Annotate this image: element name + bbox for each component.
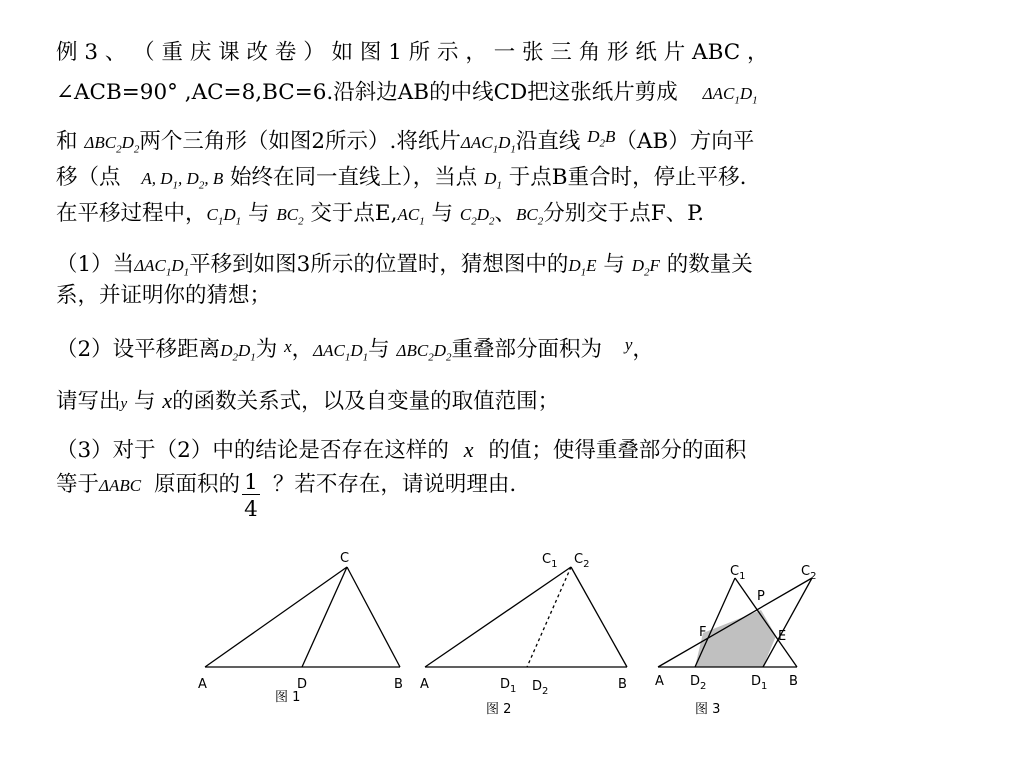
- triangle-bc2d2-label: $\Delta BC_2D_2$: [396, 341, 452, 364]
- fig3-label-d2: $D_2$: [690, 674, 707, 692]
- triangle-ac1d1-label: $\Delta AC_1D_1$: [460, 133, 516, 156]
- segment-d1e-label: $D_1E$: [568, 256, 597, 279]
- fraction-one-quarter: $\frac{1}{4}$: [242, 472, 260, 495]
- fig3-label-f: F: [699, 625, 707, 640]
- segment-c2d2-label: $C_2D_2$: [459, 205, 495, 228]
- fig2-label-d1: $D_1$: [500, 677, 517, 695]
- question-3-line-1: （3）对于（2）中的结论是否存在这样的 x 的值；使得重叠部分的面积: [56, 437, 747, 463]
- fig2-label-c1: $C_1$: [542, 552, 558, 570]
- fig1-caption: 图 1: [275, 690, 301, 705]
- question-1-line-2: 系，并证明你的猜想；: [56, 283, 272, 308]
- question-3-line-2: 等于ΔABC 原面积的 $\frac{1}{4}$ ？若不存在，请说明理由.: [56, 470, 517, 522]
- fig3-label-c2: $C_2$: [801, 564, 817, 582]
- problem-line-4: 移（点 A, $D_1$, $D_2$, B 始终在同一直线上），当点 $D_1$ 于点B重合时，停止平移.: [56, 165, 747, 192]
- segment-d2f-label: $D_2F$: [631, 256, 660, 279]
- variable-x: x: [284, 337, 292, 356]
- fig3-label-a: A: [655, 674, 664, 689]
- fig2-label-d2: $D_2$: [532, 679, 549, 697]
- problem-line-5: 在平移过程中，$C_1D_1$ 与 $BC_2$ 交于点$E,AC_1$ 与 $C_2D_2$、$BC_2$分别交于点F、P.: [56, 201, 705, 228]
- fig3-label-c1: $C_1$: [730, 564, 746, 582]
- fig2-caption: 图 2: [486, 702, 512, 717]
- problem-intro-text: 例 3 、 （ 重 庆 课 改 卷 ） 如 图 1 所 示 ， 一 张 三 角 形 纸 片 ABC ，: [56, 40, 769, 65]
- point-d1-label: $D_1$: [484, 169, 502, 192]
- variable-x: x: [162, 388, 173, 413]
- fig1-label-c: C: [340, 551, 350, 566]
- variable-y: y: [624, 335, 633, 354]
- fig3-label-d1: $D_1$: [751, 674, 768, 692]
- figure-2-triangles: [425, 567, 627, 667]
- problem-line-3: 和 $\Delta BC_2D_2$两个三角形（如图2所示）.将纸片$\Delta AC_1D_1$沿直线 $^{D_2B}$（AB）方向平: [56, 127, 755, 156]
- question-2-line-1: （2）设平移距离$D_2D_1$为 x，$\Delta AC_1D_1$与 $\Delta BC_2D_2$重叠部分面积为 $^y$，: [56, 335, 654, 364]
- line-d2b-label: D2B: [587, 127, 616, 150]
- fig3-label-e: E: [778, 629, 787, 644]
- question-2-line-2: 请写出y 与 x的函数关系式，以及自变量的取值范围；: [56, 388, 560, 414]
- segment-bc2-label: $BC_2$: [276, 205, 304, 228]
- fig1-label-b: B: [394, 677, 403, 692]
- triangle-ac1d1-label: $\Delta AC_1D_1$: [134, 256, 190, 279]
- problem-condition-text: ∠ACB=90° ,AC=8,BC=6.沿斜边AB的中线CD把这张纸片剪成: [56, 80, 678, 105]
- points-list: A, $D_1$, $D_2$, B: [141, 169, 224, 192]
- figure-1-triangle: [205, 567, 400, 667]
- segment-bc2-label: $BC_2$: [516, 205, 544, 228]
- segment-ac1-label: $AC_1$: [397, 205, 425, 228]
- fig1-label-a: A: [198, 677, 207, 692]
- fig2-label-c2: $C_2$: [574, 552, 590, 570]
- triangle-abc-label: ΔABC: [99, 476, 142, 495]
- fig3-caption: 图 3: [695, 702, 721, 717]
- triangle-ac1d1-label: $\Delta AC_1D_1$: [702, 84, 758, 107]
- variable-y: y: [120, 396, 128, 412]
- triangle-ac1d1-label: $\Delta AC_1D_1$: [313, 341, 369, 364]
- segment-c1d1-label: $C_1D_1$: [206, 205, 242, 228]
- triangle-bc2d2-label: $\Delta BC_2D_2$: [84, 133, 140, 156]
- fig2-label-a: A: [420, 677, 429, 692]
- fig2-label-b: B: [618, 677, 627, 692]
- question-1-line-1: （1）当$\Delta AC_1D_1$平移到如图3所示的位置时，猜想图中的$D_1E$ 与 $D_2F$ 的数量关: [56, 252, 753, 279]
- fig3-label-b: B: [789, 674, 798, 689]
- segment-d2d1-label: $D_2D_1$: [220, 341, 256, 364]
- fig3-label-p: P: [757, 589, 765, 604]
- fig1-label-d: D: [297, 677, 308, 692]
- variable-x: x: [463, 437, 474, 462]
